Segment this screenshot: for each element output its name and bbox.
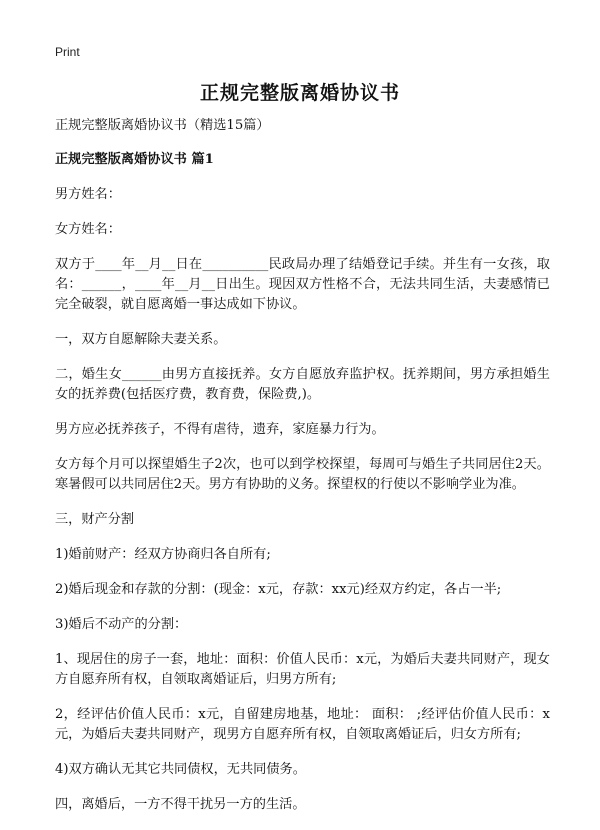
paragraph-house: 1、现居住的房子一套，地址：面积：价值人民币：x元，为婚后夫妻共同财产，现女方自愿弃所有权，自领取离婚证后，归男方所有; [55,652,550,687]
paragraph-clause-4: 四，离婚后，一方不得干扰另一方的生活。 [55,797,306,812]
paragraph-male-name: 男方姓名： [55,187,121,202]
paragraph-female-name: 女方姓名： [55,222,121,237]
paragraph-clause-2: 二，婚生女______由男方直接抚养。女方自愿放弃监护权。抚养期间，男方承担婚生女的抚养费(包括医疗费，教育费，保险费,)。 [55,367,550,402]
paragraph-real-estate: 3)婚后不动产的分割： [55,617,188,632]
paragraph-cash-deposits: 2)婚后现金和存款的分割：(现金：x元，存款：xx元)经双方约定，各占一半; [55,582,502,597]
paragraph-marriage-info: 双方于____年__月__日在__________民政局办理了结婚登记手续。并生有一女孩，取名：______，____年__月__日出生。现因双方性格不合，无法共同生活，夫妻感情已完全破裂，就自愿离婚一事达成如下协议。 [55,257,550,312]
print-link[interactable]: Print [55,45,80,59]
paragraph-debts: 4)双方确认无其它共同债权，无共同债务。 [55,762,306,777]
paragraph-land: 2，经评估价值人民币：x元，自留建房地基，地址： 面积： ;经评估价值人民币：x元，为婚后夫妻共同财产，现男方自愿弃所有权，自领取离婚证后，归女方所有; [55,707,550,742]
paragraph-premarital-property: 1)婚前财产：经双方协商归各自所有; [55,547,271,562]
section-heading: 正规完整版离婚协议书 篇1 [55,152,214,167]
paragraph-clause-3: 三，财产分割 [55,512,135,527]
document-subtitle: 正规完整版离婚协议书（精选15篇） [55,118,270,133]
paragraph-visitation: 女方每个月可以探望婚生子2次，也可以到学校探望，每周可与婚生子共同居住2天。寒暑假可以共同居住2天。男方有协助的义务。探望权的行使以不影响学业为准。 [55,457,550,492]
document-body [55,116,550,830]
paragraph-clause-1: 一，双方自愿解除夫妻关系。 [55,332,227,347]
paragraph-care-duty: 男方应必抚养孩子，不得有虐待，遗弃，家庭暴力行为。 [55,422,385,437]
document-title: 正规完整版离婚协议书 [199,82,400,104]
